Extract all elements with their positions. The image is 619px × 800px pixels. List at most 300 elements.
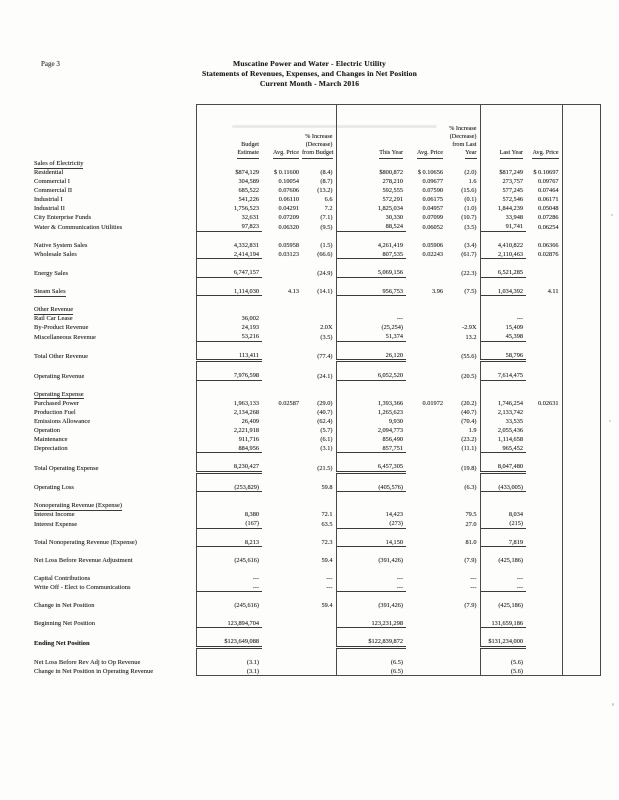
value-cell <box>446 618 480 628</box>
table-row <box>34 204 600 213</box>
value-cell <box>406 407 446 416</box>
value-cell: 1,114,658 <box>498 435 523 443</box>
table-row <box>34 177 600 186</box>
value-cell <box>406 453 446 462</box>
value-cell <box>526 618 562 628</box>
value-cell <box>336 501 406 510</box>
value-cell <box>526 601 562 610</box>
value-cell: 4.13 <box>287 288 299 296</box>
title-line-company: Muscatine Power and Water - Electric Utility <box>233 59 386 68</box>
value-cell: 572,291 <box>382 196 403 204</box>
section-label-cell <box>34 305 196 314</box>
value-cell <box>302 637 336 648</box>
value-cell <box>262 565 302 574</box>
value-cell: (1.0) <box>446 204 480 213</box>
value-cell: 97,823 <box>196 222 262 232</box>
table-row <box>34 213 600 222</box>
value-cell: (77.4) <box>302 350 336 361</box>
value-cell: --- <box>480 582 526 592</box>
value-cell <box>262 305 302 314</box>
table-body <box>34 159 600 676</box>
value-cell: 51,374 <box>336 332 406 342</box>
value-cell: 0.09677 <box>422 178 443 186</box>
scan-speck <box>612 703 614 706</box>
value-cell <box>302 296 336 305</box>
table-row <box>34 556 600 565</box>
row-label-cell <box>34 528 196 537</box>
value-cell: 63.5 <box>302 519 336 529</box>
value-cell <box>446 592 480 601</box>
section-label-cell <box>34 159 196 168</box>
value-cell <box>336 565 406 574</box>
table-row <box>34 582 600 592</box>
value-cell <box>446 501 480 510</box>
value-cell: (5.6) <box>480 666 526 676</box>
value-cell <box>196 592 262 601</box>
trailing-cell <box>562 305 600 314</box>
value-cell: 0.07590 <box>422 187 443 195</box>
value-cell <box>406 380 446 389</box>
value-cell: --- <box>446 573 480 582</box>
value-cell <box>336 628 406 637</box>
value-cell: (3.5) <box>302 332 336 342</box>
value-cell <box>196 341 262 350</box>
value-cell <box>262 582 302 592</box>
col-pct-from-budget <box>302 105 336 159</box>
value-cell: $ 0.10697 <box>526 168 562 177</box>
value-cell <box>302 259 336 268</box>
value-cell: 59.4 <box>302 601 336 610</box>
row-label: Industrial II <box>34 205 65 212</box>
value-cell <box>262 259 302 268</box>
value-cell: (9.5) <box>302 222 336 232</box>
value-cell: 27.0 <box>446 519 480 529</box>
value-cell <box>526 565 562 574</box>
col-pct-line2: (Decrease) <box>449 133 477 140</box>
value-cell: 857,751 <box>336 443 406 453</box>
value-cell: (3.1) <box>196 666 262 676</box>
value-cell <box>526 305 562 314</box>
value-cell: (1.5) <box>302 240 336 249</box>
header-empty <box>34 105 196 159</box>
value-cell <box>262 350 302 361</box>
row-label-cell <box>34 416 196 425</box>
row-label: Residential <box>34 169 64 176</box>
value-cell: (6.5) <box>336 666 406 676</box>
row-label: Emissions Allowance <box>34 417 91 425</box>
value-cell <box>302 159 336 168</box>
value-cell: --- <box>396 574 403 582</box>
value-cell <box>406 519 446 529</box>
value-cell <box>196 277 262 286</box>
table-row <box>34 314 600 323</box>
table-row <box>34 168 600 177</box>
value-cell <box>406 482 446 492</box>
value-cell <box>406 628 446 637</box>
row-label-cell <box>34 537 196 547</box>
value-cell <box>302 657 336 666</box>
value-cell: 856,490 <box>382 435 403 443</box>
value-cell: 0.05958 <box>278 241 299 249</box>
col-pct-line1: % Increase <box>449 125 477 132</box>
value-cell: 33,535 <box>505 417 523 425</box>
value-cell: 45,398 <box>480 332 526 342</box>
trailing-cell <box>562 332 600 342</box>
value-cell <box>196 647 262 657</box>
row-label: Commercial II <box>34 187 73 194</box>
value-cell <box>302 314 336 323</box>
value-cell: 1,963,133 <box>196 398 262 407</box>
value-cell: 0.05048 <box>526 204 562 213</box>
trailing-cell <box>562 314 600 323</box>
title-line-statement: Statements of Revenues, Expenses, and Changes in Net Position <box>201 69 418 78</box>
row-label-cell <box>34 637 196 648</box>
trailing-cell <box>562 361 600 371</box>
trailing-cell <box>562 159 600 168</box>
value-cell: 592,555 <box>382 187 403 195</box>
value-cell: (20.2) <box>446 398 480 407</box>
value-cell <box>526 453 562 462</box>
value-cell: 123,231,298 <box>336 618 406 628</box>
row-label: Total Nonoperating Revenue (Expense) <box>34 539 137 546</box>
value-cell: 577,245 <box>502 187 523 195</box>
table-row <box>34 186 600 195</box>
value-cell: 4,410,822 <box>497 241 523 249</box>
col-avg-price-label: Avg. Price <box>417 149 443 159</box>
row-label: Wholesale Sales <box>34 251 77 258</box>
value-cell: 2,221,918 <box>196 425 262 434</box>
trailing-cell <box>562 249 600 259</box>
value-cell: 6,457,305 <box>336 462 406 473</box>
row-label-cell <box>34 510 196 519</box>
value-cell: 91,741 <box>480 222 526 232</box>
value-cell <box>480 259 526 268</box>
value-cell: (8.4) <box>302 168 336 177</box>
value-cell <box>336 380 406 389</box>
value-cell <box>406 341 446 350</box>
value-cell: --- <box>302 573 336 582</box>
row-label-cell <box>34 472 196 482</box>
header-row <box>34 105 600 159</box>
trailing-cell <box>562 350 600 361</box>
spacer-row <box>34 610 600 619</box>
value-cell <box>526 159 562 168</box>
value-cell <box>196 565 262 574</box>
table-row <box>34 286 600 296</box>
value-cell: $123,649,088 <box>196 637 262 648</box>
table-row <box>34 601 600 610</box>
value-cell <box>262 573 302 582</box>
value-cell <box>526 472 562 482</box>
value-cell: 8,047,480 <box>480 462 526 473</box>
value-cell <box>480 472 526 482</box>
value-cell: (25,254) <box>381 324 403 332</box>
value-cell: 0.06175 <box>422 196 443 204</box>
document-title <box>0 59 619 89</box>
value-cell <box>406 637 446 648</box>
table-row <box>34 371 600 381</box>
table-row <box>34 389 600 398</box>
value-cell <box>336 647 406 657</box>
value-cell <box>302 501 336 510</box>
table-row <box>34 666 600 676</box>
value-cell <box>302 305 336 314</box>
value-cell: 6.6 <box>302 195 336 204</box>
value-cell: --- <box>336 582 406 592</box>
value-cell: 53,216 <box>196 332 262 342</box>
row-label-cell <box>34 350 196 361</box>
value-cell: 0.02631 <box>526 398 562 407</box>
col-this-year <box>336 105 406 159</box>
row-label: City Enterprise Funds <box>34 214 92 221</box>
value-cell: 1,393,366 <box>377 399 403 407</box>
value-cell <box>480 547 526 556</box>
value-cell <box>262 268 302 278</box>
section-label-cell <box>34 389 196 398</box>
value-cell <box>336 259 406 268</box>
value-cell: (391,426) <box>378 602 403 610</box>
row-label: Net Loss Before Rev Adj to Op Revenue <box>34 658 141 666</box>
value-cell: 9,930 <box>388 417 403 425</box>
value-cell <box>262 277 302 286</box>
value-cell <box>262 492 302 501</box>
value-cell: 72.1 <box>302 510 336 519</box>
value-cell: 79.5 <box>446 510 480 519</box>
spacer-row <box>34 492 600 501</box>
value-cell: 8,230,427 <box>196 462 262 473</box>
table-row <box>34 407 600 416</box>
value-cell: (7.1) <box>302 213 336 222</box>
row-label-cell <box>34 213 196 222</box>
trailing-cell <box>562 341 600 350</box>
value-cell <box>446 314 480 323</box>
value-cell: 0.09767 <box>526 177 562 186</box>
value-cell <box>446 492 480 501</box>
row-label-cell <box>34 482 196 492</box>
value-cell: (7.9) <box>446 601 480 610</box>
row-label-cell <box>34 286 196 296</box>
value-cell: (6.3) <box>446 482 480 492</box>
value-cell: 13.2 <box>446 332 480 342</box>
value-cell <box>406 389 446 398</box>
value-cell <box>480 610 526 619</box>
row-label-cell <box>34 434 196 443</box>
trailing-cell <box>562 425 600 434</box>
value-cell: 1,114,030 <box>196 286 262 296</box>
value-cell: (7.5) <box>446 286 480 296</box>
value-cell <box>262 519 302 529</box>
value-cell: 2,134,268 <box>196 407 262 416</box>
col-avg-price-label: Avg. Price <box>532 149 558 159</box>
value-cell <box>406 305 446 314</box>
spacer-row <box>34 647 600 657</box>
value-cell <box>262 159 302 168</box>
spacer-row <box>34 341 600 350</box>
value-cell: 131,659,186 <box>480 618 526 628</box>
value-cell: 0.02243 <box>422 251 443 259</box>
value-cell <box>526 434 562 443</box>
trailing-cell <box>562 168 600 177</box>
value-cell: (245,616) <box>196 601 262 610</box>
value-cell <box>302 492 336 501</box>
value-cell <box>196 528 262 537</box>
value-cell: (40.7) <box>446 407 480 416</box>
table-row <box>34 573 600 582</box>
value-cell <box>526 582 562 592</box>
value-cell <box>480 647 526 657</box>
value-cell <box>406 371 446 381</box>
trailing-cell <box>562 434 600 443</box>
col-budget-estimate <box>196 105 262 159</box>
value-cell <box>196 361 262 371</box>
value-cell <box>406 443 446 453</box>
trailing-cell <box>562 453 600 462</box>
value-cell <box>480 159 526 168</box>
value-cell: (66.6) <box>302 249 336 259</box>
value-cell: 0.07286 <box>526 213 562 222</box>
value-cell <box>262 416 302 425</box>
value-cell: (22.3) <box>446 268 480 278</box>
value-cell <box>406 434 446 443</box>
row-label-cell <box>34 453 196 462</box>
trailing-cell <box>562 186 600 195</box>
col-pct-line4: Year <box>465 149 476 159</box>
value-cell: (245,616) <box>196 556 262 565</box>
value-cell <box>262 443 302 453</box>
value-cell <box>526 371 562 381</box>
value-cell <box>336 341 406 350</box>
value-cell: (167) <box>196 519 262 529</box>
trailing-cell <box>562 592 600 601</box>
row-label-cell <box>34 222 196 232</box>
value-cell <box>196 492 262 501</box>
value-cell: 7,819 <box>480 537 526 547</box>
value-cell <box>336 305 406 314</box>
value-cell <box>526 573 562 582</box>
value-cell <box>446 361 480 371</box>
page-number-label: Page 3 <box>41 60 60 68</box>
value-cell <box>302 341 336 350</box>
trailing-cell <box>562 637 600 648</box>
row-label-cell <box>34 618 196 628</box>
value-cell <box>406 537 446 547</box>
trailing-cell <box>562 666 600 676</box>
row-label: Interest Expense <box>34 520 78 528</box>
spacer-row <box>34 380 600 389</box>
value-cell <box>406 647 446 657</box>
value-cell: 0.06110 <box>278 196 299 204</box>
col-pct-line2: (Decrease) <box>305 141 333 148</box>
value-cell <box>526 350 562 361</box>
value-cell <box>526 361 562 371</box>
value-cell <box>196 501 262 510</box>
value-cell <box>446 296 480 305</box>
value-cell <box>336 361 406 371</box>
value-cell <box>336 492 406 501</box>
row-label-cell <box>34 443 196 453</box>
value-cell <box>406 296 446 305</box>
value-cell <box>526 628 562 637</box>
table-row <box>34 416 600 425</box>
spacer-row <box>34 628 600 637</box>
value-cell <box>406 159 446 168</box>
value-cell <box>406 573 446 582</box>
value-cell <box>406 592 446 601</box>
value-cell: 6,052,520 <box>336 371 406 381</box>
trailing-cell <box>562 213 600 222</box>
table-row <box>34 240 600 249</box>
value-cell <box>446 565 480 574</box>
value-cell <box>480 492 526 501</box>
row-label-cell <box>34 573 196 582</box>
value-cell <box>336 389 406 398</box>
value-cell: (6.5) <box>390 658 403 666</box>
value-cell <box>406 472 446 482</box>
row-label-cell <box>34 657 196 666</box>
row-label: Commercial I <box>34 178 70 185</box>
value-cell: 0.02587 <box>278 399 299 407</box>
value-cell <box>196 628 262 637</box>
value-cell <box>262 389 302 398</box>
col-this-year-label: This Year <box>379 149 403 159</box>
trailing-cell <box>562 296 600 305</box>
value-cell: $122,839,872 <box>336 637 406 648</box>
value-cell: (24.1) <box>302 371 336 381</box>
value-cell: 273,757 <box>502 178 523 186</box>
value-cell <box>526 657 562 666</box>
value-cell: 8,034 <box>508 511 523 519</box>
value-cell: 81.0 <box>446 537 480 547</box>
table-row <box>34 501 600 510</box>
value-cell <box>262 610 302 619</box>
col-last-year <box>480 105 526 159</box>
row-label-cell <box>34 204 196 213</box>
value-cell: --- <box>446 582 480 592</box>
row-label-cell <box>34 556 196 565</box>
row-label-cell <box>34 177 196 186</box>
trailing-cell <box>562 547 600 556</box>
value-cell <box>336 610 406 619</box>
table-row <box>34 425 600 434</box>
value-cell: 26,409 <box>196 416 262 425</box>
value-cell <box>480 592 526 601</box>
row-label: Water & Communication Utilities <box>34 223 123 231</box>
value-cell <box>480 453 526 462</box>
trailing-cell <box>562 286 600 296</box>
value-cell: 59.8 <box>302 482 336 492</box>
value-cell: 541,226 <box>196 195 262 204</box>
table-row <box>34 637 600 648</box>
row-label: Nonoperating Revenue (Expense) <box>34 502 123 509</box>
row-label: Purchased Power <box>34 399 79 407</box>
value-cell <box>526 443 562 453</box>
value-cell: 1,034,392 <box>480 286 526 296</box>
row-label-cell <box>34 592 196 601</box>
value-cell: 0.05906 <box>422 241 443 249</box>
value-cell <box>262 628 302 637</box>
row-label-cell <box>34 407 196 416</box>
header-trailing <box>562 105 600 159</box>
value-cell <box>262 637 302 648</box>
row-label: By-Product Revenue <box>34 324 89 331</box>
row-label-cell <box>34 323 196 332</box>
row-label: Operating Expense <box>34 390 84 398</box>
value-cell: 304,589 <box>196 177 262 186</box>
value-cell: 2,414,194 <box>196 249 262 259</box>
value-cell: (14.1) <box>302 286 336 296</box>
value-cell: 4.11 <box>526 286 562 296</box>
value-cell: 0.07464 <box>526 186 562 195</box>
